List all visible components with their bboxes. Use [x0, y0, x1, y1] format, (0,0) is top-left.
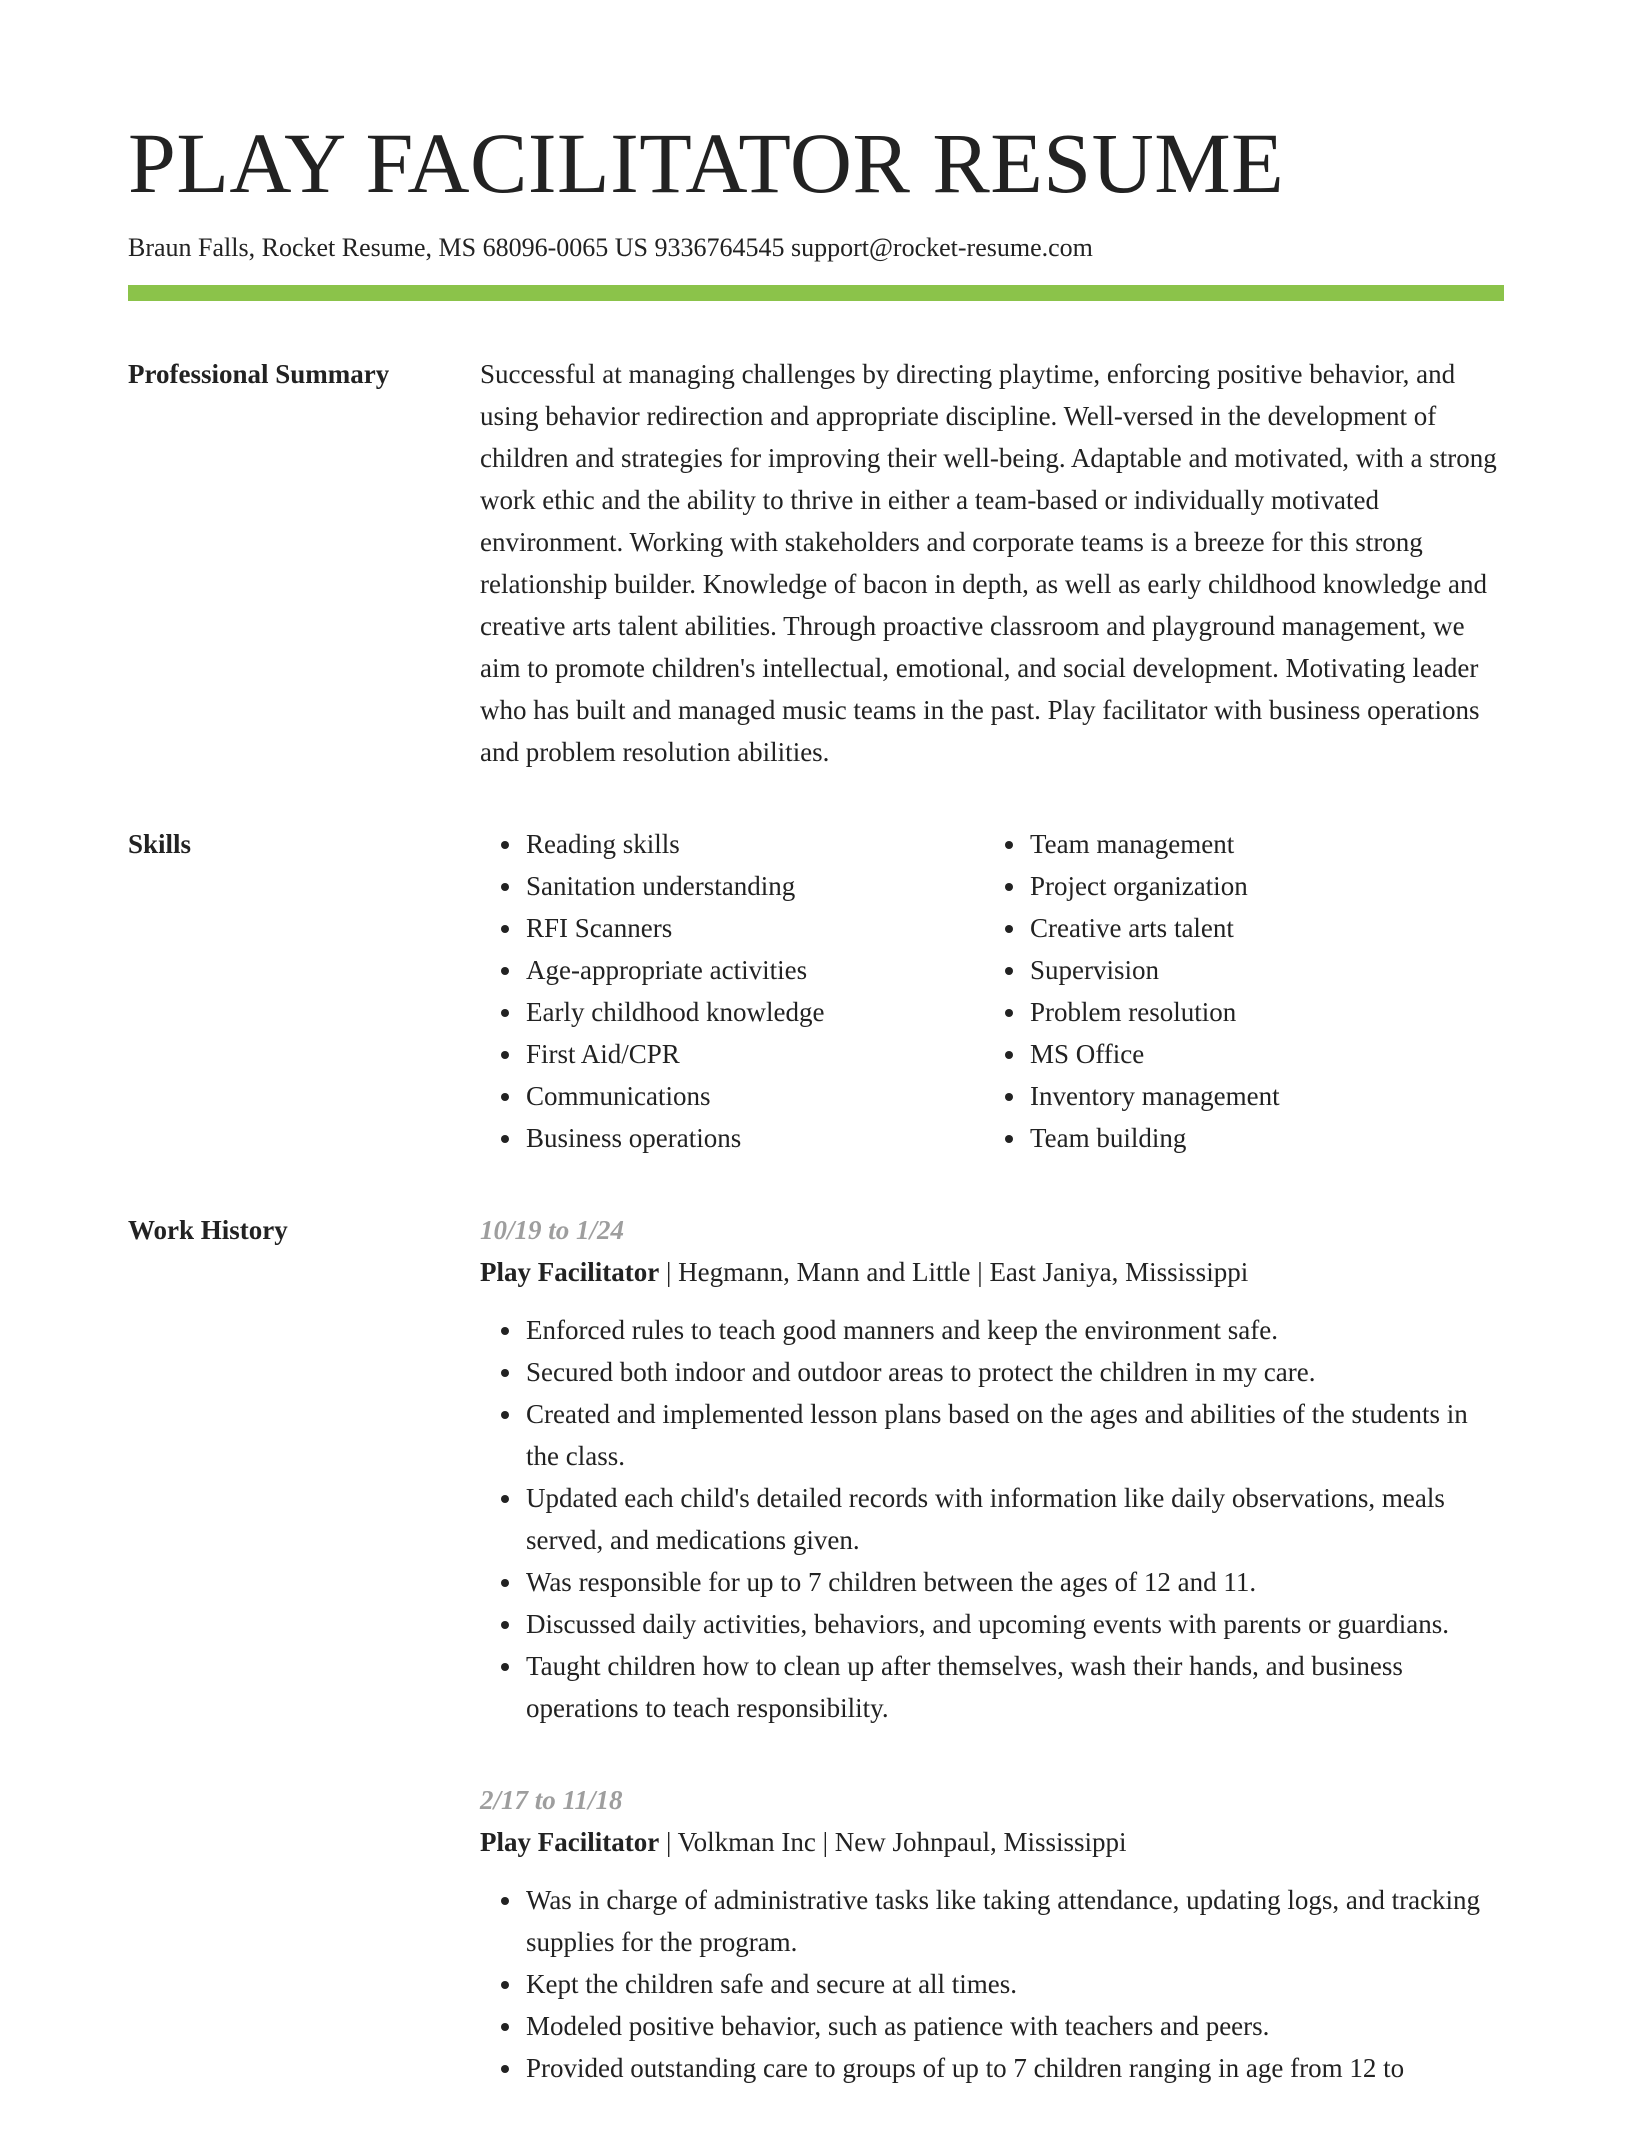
job-title: Play Facilitator: [480, 1827, 660, 1858]
work-history-section: [128, 1209, 1504, 2139]
summary-section: [128, 353, 1504, 773]
skills-list-right: [984, 823, 1488, 1159]
resume-page: [128, 115, 1504, 2139]
skill-item: • Problem resolution: [1028, 991, 1488, 1033]
job-entry: [480, 1779, 1504, 2089]
job-employer-location: | Volkman Inc | New Johnpaul, Mississippi: [659, 1827, 1127, 1858]
skill-item: • Team building: [1028, 1117, 1488, 1159]
work-history-body: [480, 1209, 1504, 2139]
skill-item: • Project organization: [1028, 865, 1488, 907]
skill-item: • RFI Scanners: [524, 907, 984, 949]
skills-heading: Skills: [128, 829, 192, 860]
job-bullet: • Created and implemented lesson plans based on the ages and abilities of the students in the class.: [524, 1393, 1504, 1477]
job-bullet: • Secured both indoor and outdoor areas to protect the children in my care.: [524, 1351, 1504, 1393]
job-bullet-list: [480, 1309, 1504, 1729]
skill-item: • Sanitation understanding: [524, 865, 984, 907]
skills-section: [128, 823, 1504, 1159]
job-bullet-list: [480, 1879, 1504, 2089]
skill-item: • Age-appropriate activities: [524, 949, 984, 991]
skills-body: [480, 823, 1504, 1159]
summary-heading: Professional Summary: [128, 359, 390, 390]
job-dates: 10/19 to 1/24: [480, 1215, 625, 1246]
skill-item: • Inventory management: [1028, 1075, 1488, 1117]
job-bullet: • Kept the children safe and secure at all times.: [524, 1963, 1504, 2005]
skills-list-left: [480, 823, 984, 1159]
skill-item: • First Aid/CPR: [524, 1033, 984, 1075]
skill-item: • Creative arts talent: [1028, 907, 1488, 949]
resume-title: PLAY FACILITATOR RESUME: [128, 115, 1285, 211]
job-heading: [480, 1821, 1504, 1863]
skill-item: • Team management: [1028, 823, 1488, 865]
job-bullet: • Was responsible for up to 7 children between the ages of 12 and 11.: [524, 1561, 1504, 1603]
skill-item: • Reading skills: [524, 823, 984, 865]
accent-divider: [128, 285, 1504, 301]
job-heading: [480, 1251, 1504, 1293]
skill-item: • Business operations: [524, 1117, 984, 1159]
summary-body: [480, 353, 1504, 773]
skill-item: • Early childhood knowledge: [524, 991, 984, 1033]
work-history-heading: Work History: [128, 1215, 288, 1246]
skill-item: • MS Office: [1028, 1033, 1488, 1075]
job-bullet: • Provided outstanding care to groups of up to 7 children ranging in age from 12 to: [524, 2047, 1504, 2089]
skill-item: • Supervision: [1028, 949, 1488, 991]
job-bullet: • Enforced rules to teach good manners and keep the environment safe.: [524, 1309, 1504, 1351]
job-bullet: • Discussed daily activities, behaviors, and upcoming events with parents or guardians.: [524, 1603, 1504, 1645]
skill-item: • Communications: [524, 1075, 984, 1117]
job-bullet: • Was in charge of administrative tasks like taking attendance, updating logs, and tracking supplies for the program.: [524, 1879, 1504, 1963]
skills-grid: [480, 823, 1504, 1159]
summary-text: Successful at managing challenges by directing playtime, enforcing positive behavior, and using behavior redirection and appropriate discipline. Well-versed in the development of children and strategies for improving their well-being. Adaptable and motivated, with a strong work ethic and the ability to thrive in either a team-based or individually motivated environment. Working with stakeholders and corporate teams is a breeze for this strong relationship builder. Knowledge of bacon in depth, as well as early childhood knowledge and creative arts talent abilities. Through proactive classroom and playground management, we aim to promote children's intellectual, emotional, and social development. Motivating leader who has built and managed music teams in the past. Play facilitator with business operations and problem resolution abilities.: [480, 359, 1497, 768]
job-title: Play Facilitator: [480, 1257, 660, 1288]
job-entry: [480, 1209, 1504, 1729]
job-dates: 2/17 to 11/18: [480, 1785, 623, 1816]
job-bullet: • Updated each child's detailed records with information like daily observations, meals served, and medications given.: [524, 1477, 1504, 1561]
job-bullet: • Modeled positive behavior, such as patience with teachers and peers.: [524, 2005, 1504, 2047]
contact-line: Braun Falls, Rocket Resume, MS 68096-0065 US 9336764545 support@rocket-resume.com: [128, 233, 1093, 262]
job-employer-location: | Hegmann, Mann and Little | East Janiya, Mississippi: [659, 1257, 1249, 1288]
job-bullet: • Taught children how to clean up after themselves, wash their hands, and business operations to teach responsibility.: [524, 1645, 1504, 1729]
